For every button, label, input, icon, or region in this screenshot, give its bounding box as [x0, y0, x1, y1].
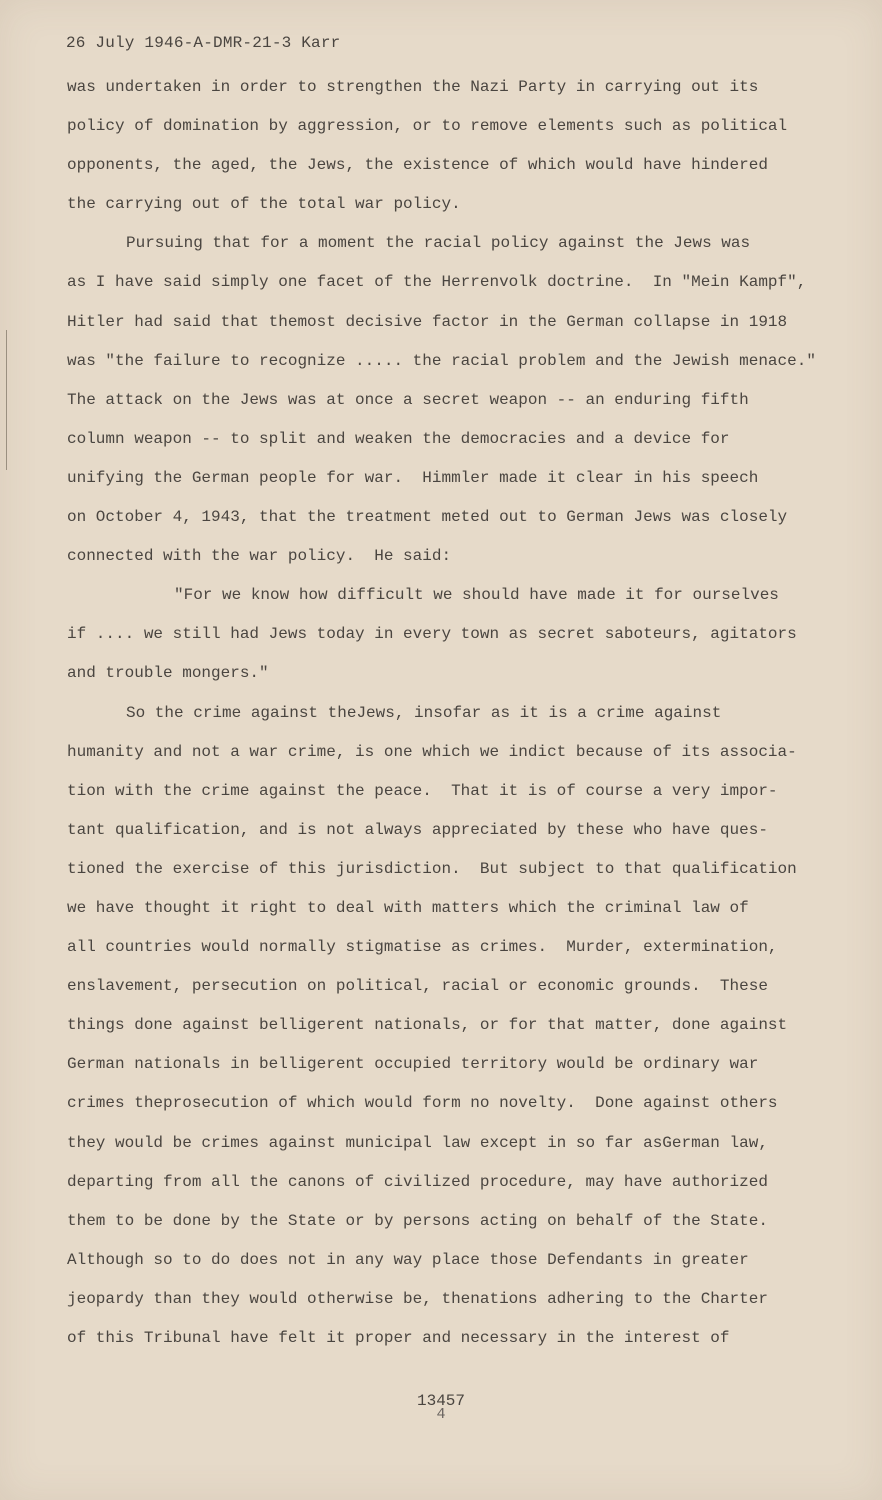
document-header: 26 July 1946-A-DMR-21-3 Karr — [66, 34, 341, 52]
text-line: jeopardy than they would otherwise be, thenations adhering to the Charter — [67, 1289, 768, 1308]
text-line: and trouble mongers." — [67, 664, 269, 683]
text-line: crimes theprosecution of which would form no novelty. Done against others — [67, 1094, 778, 1113]
text-line: column weapon -- to split and weaken the democracies and a device for — [67, 429, 730, 448]
text-line: tion with the crime against the peace. That it is of course a very impor- — [67, 781, 778, 800]
text-line: as I have said simply one facet of the Herrenvolk doctrine. In "Mein Kampf", — [67, 273, 807, 292]
text-line: enslavement, persecution on political, racial or economic grounds. These — [67, 977, 768, 996]
text-line: So the crime against theJews, insofar as it is a crime against — [126, 703, 722, 722]
page-footer — [0, 1392, 882, 1423]
text-line: German nationals in belligerent occupied territory would be ordinary war — [67, 1055, 759, 1074]
page-number: 13457 — [416, 1392, 465, 1410]
text-line: they would be crimes against municipal law except in so far asGerman law, — [67, 1133, 768, 1152]
text-line: opponents, the aged, the Jews, the existence of which would have hindered — [67, 156, 768, 175]
text-line: Although so to do does not in any way place those Defendants in greater — [67, 1250, 749, 1269]
text-line: we have thought it right to deal with matters which the criminal law of — [67, 898, 749, 917]
transcript-body — [67, 68, 827, 1358]
text-line: all countries would normally stigmatise as crimes. Murder, extermination, — [67, 938, 778, 957]
text-line: tant qualification, and is not always appreciated by these who have ques- — [67, 820, 768, 839]
text-line: things done against belligerent nationals, or for that matter, done against — [67, 1016, 788, 1035]
text-line: "For we know how difficult we should have made it for ourselves — [174, 586, 779, 605]
text-line: tioned the exercise of this jurisdiction. But subject to that qualification — [67, 859, 797, 878]
text-line: of this Tribunal have felt it proper and necessary in the interest of — [67, 1329, 730, 1347]
text-line: on October 4, 1943, that the treatment meted out to German Jews was closely — [67, 508, 788, 527]
text-line: Hitler had said that themost decisive factor in the German collapse in 1918 — [67, 312, 788, 331]
text-line: Pursuing that for a moment the racial policy against the Jews was — [126, 234, 751, 253]
text-line: was "the failure to recognize ..... the racial problem and the Jewish menace." — [67, 351, 816, 370]
text-line: them to be done by the State or by persons acting on behalf of the State. — [67, 1211, 768, 1230]
text-line: The attack on the Jews was at once a secret weapon -- an enduring fifth — [67, 390, 749, 409]
text-line: departing from all the canons of civilized procedure, may have authorized — [67, 1172, 768, 1191]
page-sub-number: 4 — [436, 1406, 446, 1423]
page-edge-mark — [6, 330, 7, 470]
text-line: unifying the German people for war. Himmler made it clear in his speech — [67, 468, 759, 487]
text-line: policy of domination by aggression, or to remove elements such as political — [67, 117, 788, 136]
text-line: was undertaken in order to strengthen the Nazi Party in carrying out its — [67, 78, 759, 96]
text-line: the carrying out of the total war policy. — [67, 195, 461, 214]
text-line: humanity and not a war crime, is one which we indict because of its associa- — [67, 742, 797, 761]
text-line: if .... we still had Jews today in every town as secret saboteurs, agitators — [67, 625, 797, 644]
text-line: connected with the war policy. He said: — [67, 547, 452, 566]
